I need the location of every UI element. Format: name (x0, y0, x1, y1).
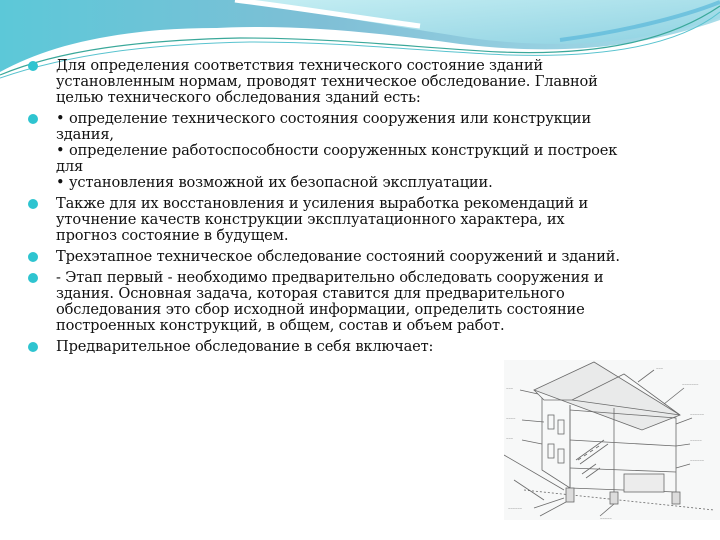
building-cross-section-diagram (504, 360, 720, 520)
svg-text:~~~~~~: ~~~~~~ (690, 412, 705, 417)
svg-text:~~~~~: ~~~~~ (600, 516, 612, 520)
text-line: здания, (56, 126, 114, 143)
text-line: • установления возможной их безопасной эксплуатации. (56, 174, 493, 191)
svg-text:~~~~~: ~~~~~ (690, 438, 702, 443)
svg-text:~~~~: ~~~~ (506, 416, 516, 421)
text-line: Для определения соответствия технического состояние зданий (56, 57, 543, 74)
svg-text:~~~~~~: ~~~~~~ (508, 506, 523, 511)
bullet-list (28, 58, 688, 360)
text-line: • определение работоспособности сооруженных конструкций и построек (56, 142, 618, 159)
bullet-item (28, 270, 688, 334)
bullet-dot-icon (28, 199, 38, 209)
bullet-dot-icon (28, 342, 38, 352)
text-line: обследования это сбор исходной информации, определить состояние (56, 301, 585, 318)
text-line: Предварительное обследование в себя включает: (56, 338, 434, 355)
bullet-dot-icon (28, 114, 38, 124)
text-line: установленным нормам, проводят техническое обследование. Главной (56, 73, 598, 90)
bullet-item (28, 196, 688, 244)
text-line: для (56, 158, 84, 175)
svg-text:~~~: ~~~ (506, 436, 514, 441)
text-line: здания. Основная задача, которая ставится для предварительного (56, 285, 565, 302)
text-line: прогноз состояние в будущем. (56, 227, 289, 244)
text-line: уточнение качеств конструкции эксплуатационного характера, их (56, 211, 565, 228)
bullet-item (28, 58, 688, 106)
text-line: построенных конструкций, в общем, состав и объем работ. (56, 317, 505, 334)
svg-text:~~~~~~: ~~~~~~ (690, 458, 705, 463)
text-line: - Этап первый - необходимо предварительно обследовать сооружения и (56, 269, 604, 286)
svg-text:~~~: ~~~ (506, 386, 514, 391)
bullet-item (28, 111, 688, 191)
bullet-item (28, 249, 688, 265)
text-line: Трехэтапное техническое обследование состояний сооружений и зданий. (56, 248, 620, 265)
bullet-dot-icon (28, 273, 38, 283)
bullet-dot-icon (28, 61, 38, 71)
bullet-dot-icon (28, 252, 38, 262)
text-line: Также для их восстановления и усиления выработка рекомендаций и (56, 195, 589, 212)
text-line: • определение технического состояния сооружения или конструкции (56, 110, 592, 127)
svg-text:~~~: ~~~ (656, 366, 664, 371)
text-line: целью технического обследования зданий есть: (56, 89, 421, 106)
svg-text:~~~~~~~: ~~~~~~~ (682, 382, 699, 387)
bullet-item (28, 339, 688, 355)
